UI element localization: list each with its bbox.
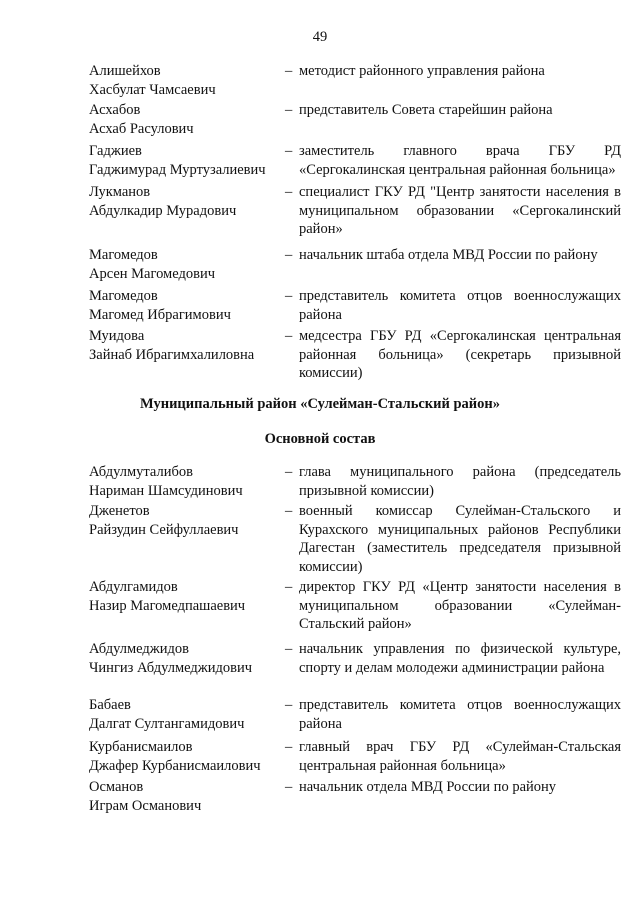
member-role: представитель Совета старейшин района <box>299 102 553 118</box>
member-given-name: Асхаб Расулович <box>89 120 194 137</box>
member-surname: Магомедов <box>89 247 158 263</box>
member-entry <box>0 640 640 696</box>
dash: – <box>285 464 293 480</box>
dash: – <box>285 143 293 159</box>
member-name <box>0 640 285 696</box>
member-given-name: Назир Магомедпашаевич <box>89 597 246 614</box>
member-surname: Абдулмуталибов <box>89 464 193 480</box>
member-surname: Гаджиев <box>89 143 142 159</box>
subsection-title: Основной состав <box>264 431 376 447</box>
member-name <box>0 738 285 778</box>
member-surname: Бабаев <box>89 697 131 713</box>
member-name <box>0 463 285 502</box>
member-surname: Курбанисмаилов <box>89 739 193 755</box>
member-entry <box>0 101 640 142</box>
member-entry <box>0 463 640 502</box>
member-surname: Абдулмеджидов <box>89 641 190 657</box>
dash: – <box>285 579 293 595</box>
member-given-name: Райзудин Сейфуллаевич <box>89 521 239 538</box>
member-name <box>0 578 285 640</box>
member-name <box>0 142 285 183</box>
dash: – <box>285 288 293 304</box>
member-name <box>0 327 285 387</box>
member-role: медсестра ГБУ РД «Сергокалинская центральная районная больница» (секретарь призывной комиссии) <box>299 328 621 381</box>
member-entry <box>0 696 640 738</box>
member-given-name: Играм Османович <box>89 797 202 814</box>
dash: – <box>285 184 293 200</box>
member-role: представитель комитета отцов военнослужащих района <box>299 697 621 732</box>
member-name <box>0 287 285 327</box>
member-role: директор ГКУ РД «Центр занятости населения в муниципальном образовании «Сулейман-Стальский район» <box>299 579 621 632</box>
member-surname: Османов <box>89 779 144 795</box>
member-list-suleiman-stalsky <box>0 463 640 818</box>
member-surname: Алишейхов <box>89 63 161 79</box>
member-entry <box>0 287 640 327</box>
member-given-name: Далгат Султангамидович <box>89 715 245 732</box>
member-role: начальник отдела МВД России по району <box>299 779 557 795</box>
member-surname: Абдулгамидов <box>89 579 178 595</box>
member-name <box>0 183 285 246</box>
dash: – <box>285 63 293 79</box>
member-surname: Дженетов <box>89 503 150 519</box>
member-role: заместитель главного врача ГБУ РД «Сергокалинская центральная районная больница» <box>299 143 621 178</box>
member-role: начальник управления по физической культуре, спорту и делам молодежи администрации района <box>299 641 621 676</box>
member-name <box>0 502 285 578</box>
member-surname: Магомедов <box>89 288 158 304</box>
member-given-name: Абдулкадир Мурадович <box>89 202 237 219</box>
member-given-name: Арсен Магомедович <box>89 265 215 282</box>
dash: – <box>285 247 293 263</box>
member-role: главный врач ГБУ РД «Сулейман-Стальская центральная районная больница» <box>299 739 621 774</box>
member-name <box>0 246 285 287</box>
member-given-name: Джафер Курбанисмаилович <box>89 757 261 774</box>
member-entry <box>0 62 640 101</box>
member-entry <box>0 327 640 387</box>
member-given-name: Магомед Ибрагимович <box>89 306 231 323</box>
member-surname: Лукманов <box>89 184 151 200</box>
section-title: Муниципальный район «Сулейман-Стальский район» <box>139 396 501 412</box>
member-role: начальник штаба отдела МВД России по району <box>299 247 598 263</box>
member-name <box>0 62 285 101</box>
member-role: представитель комитета отцов военнослужащих района <box>299 288 621 323</box>
member-surname: Муидова <box>89 328 145 344</box>
member-entry <box>0 502 640 578</box>
dash: – <box>285 739 293 755</box>
dash: – <box>285 503 293 519</box>
member-role: специалист ГКУ РД "Центр занятости населения в муниципальном образовании «Сергокалинский район» <box>299 184 621 237</box>
member-given-name: Чингиз Абдулмеджидович <box>89 659 253 676</box>
member-entry <box>0 578 640 640</box>
member-given-name: Гаджимурад Муртузалиевич <box>89 161 266 178</box>
dash: – <box>285 641 293 657</box>
dash: – <box>285 102 293 118</box>
member-entry <box>0 778 640 818</box>
member-given-name: Хасбулат Чамсаевич <box>89 81 216 98</box>
member-role: методист районного управления района <box>299 63 545 79</box>
member-entry <box>0 246 640 287</box>
page-number: 49 <box>312 29 328 45</box>
member-surname: Асхабов <box>89 102 141 118</box>
member-role: глава муниципального района (председатель призывной комиссии) <box>299 464 621 499</box>
member-name <box>0 101 285 142</box>
member-list-sergokala <box>0 62 640 387</box>
member-name <box>0 778 285 818</box>
dash: – <box>285 328 293 344</box>
member-entry <box>0 142 640 183</box>
member-role: военный комиссар Сулейман-Стальского и Курахского муниципальных районов Республики Дагестан (заместитель председателя призывной комиссии) <box>299 503 621 575</box>
member-given-name: Зайнаб Ибрагимхалиловна <box>89 346 255 363</box>
member-given-name: Нариман Шамсудинович <box>89 482 243 499</box>
member-entry <box>0 183 640 246</box>
dash: – <box>285 779 293 795</box>
member-entry <box>0 738 640 778</box>
dash: – <box>285 697 293 713</box>
member-name <box>0 696 285 738</box>
